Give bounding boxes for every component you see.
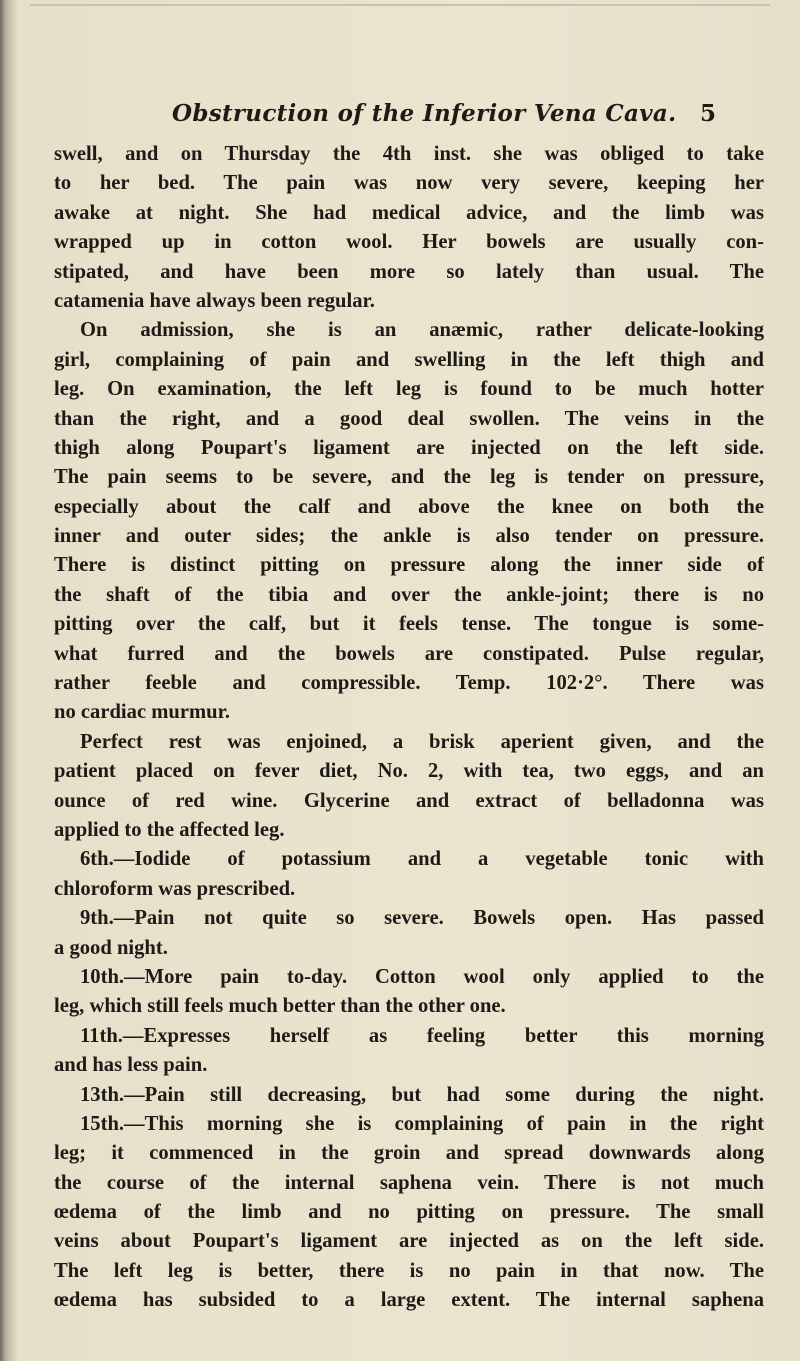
- text-line: 15th.—This morning she is complaining of pain in the right: [80, 1112, 764, 1135]
- text-line: patient placed on fever diet, No. 2, with tea, two eggs, and an: [54, 760, 764, 783]
- text-line: 6th.—Iodide of potassium and a vegetable tonic with: [80, 848, 764, 871]
- text-line: 9th.—Pain not quite so severe. Bowels open. Has passed: [80, 907, 764, 930]
- text-line: The pain seems to be severe, and the leg is tender on pressure,: [54, 466, 764, 489]
- text-line: leg; it commenced in the groin and spread downwards along: [54, 1142, 764, 1165]
- text-line: œdema has subsided to a large extent. The internal saphena: [54, 1289, 764, 1312]
- text-line: pitting over the calf, but it feels tense. The tongue is some-: [54, 613, 764, 636]
- text-line: girl, complaining of pain and swelling in the left thigh and: [54, 348, 764, 371]
- page-edge-rule: [30, 4, 770, 6]
- text-line: chloroform was prescribed.: [54, 877, 296, 900]
- text-line: veins about Poupart's ligament are injected as on the left side.: [54, 1230, 764, 1253]
- text-line: and has less pain.: [54, 1054, 208, 1077]
- text-line: leg, which still feels much better than the other one.: [54, 995, 506, 1018]
- text-line: than the right, and a good deal swollen. The veins in the: [54, 407, 764, 430]
- text-line: The left leg is better, there is no pain in that now. The: [54, 1259, 764, 1282]
- text-line: thigh along Poupart's ligament are injected on the left side.: [54, 436, 764, 459]
- text-line: œdema of the limb and no pitting on pressure. The small: [54, 1201, 764, 1224]
- text-line: swell, and on Thursday the 4th inst. she was obliged to take: [54, 143, 764, 165]
- text-line: what furred and the bowels are constipated. Pulse regular,: [54, 642, 764, 665]
- text-line: 13th.—Pain still decreasing, but had some during the night.: [80, 1083, 764, 1106]
- body-text: [54, 140, 764, 1316]
- page-number: 5: [700, 100, 717, 127]
- text-line: rather feeble and compressible. Temp. 102·2°. There was: [54, 672, 764, 695]
- text-line: to her bed. The pain was now very severe, keeping her: [54, 172, 764, 195]
- text-line: the course of the internal saphena vein. There is not much: [54, 1171, 764, 1194]
- text-line: On admission, she is an anæmic, rather delicate-looking: [80, 319, 764, 342]
- text-line: leg. On examination, the left leg is found to be much hotter: [54, 378, 764, 401]
- text-line: stipated, and have been more so lately than usual. The: [54, 260, 764, 283]
- text-line: a good night.: [54, 936, 168, 959]
- text-line: awake at night. She had medical advice, and the limb was: [54, 201, 764, 224]
- text-line: the shaft of the tibia and over the ankle-joint; there is no: [54, 583, 764, 606]
- page-header: [0, 100, 800, 130]
- text-line: Perfect rest was enjoined, a brisk aperient given, and the: [80, 730, 764, 753]
- text-line: catamenia have always been regular.: [54, 289, 375, 312]
- text-line: inner and outer sides; the ankle is also tender on pressure.: [54, 525, 764, 548]
- text-line: applied to the affected leg.: [54, 818, 285, 841]
- text-line: 11th.—Expresses herself as feeling better this morning: [80, 1024, 764, 1047]
- text-line: 10th.—More pain to-day. Cotton wool only applied to the: [80, 965, 764, 988]
- text-line: ounce of red wine. Glycerine and extract of belladonna was: [54, 789, 764, 812]
- text-line: especially about the calf and above the knee on both the: [54, 495, 764, 518]
- text-line: no cardiac murmur.: [54, 701, 230, 724]
- text-line: There is distinct pitting on pressure along the inner side of: [54, 554, 764, 577]
- text-line: wrapped up in cotton wool. Her bowels are usually con-: [54, 231, 764, 254]
- running-title: Obstruction of the Inferior Vena Cava.: [172, 100, 677, 127]
